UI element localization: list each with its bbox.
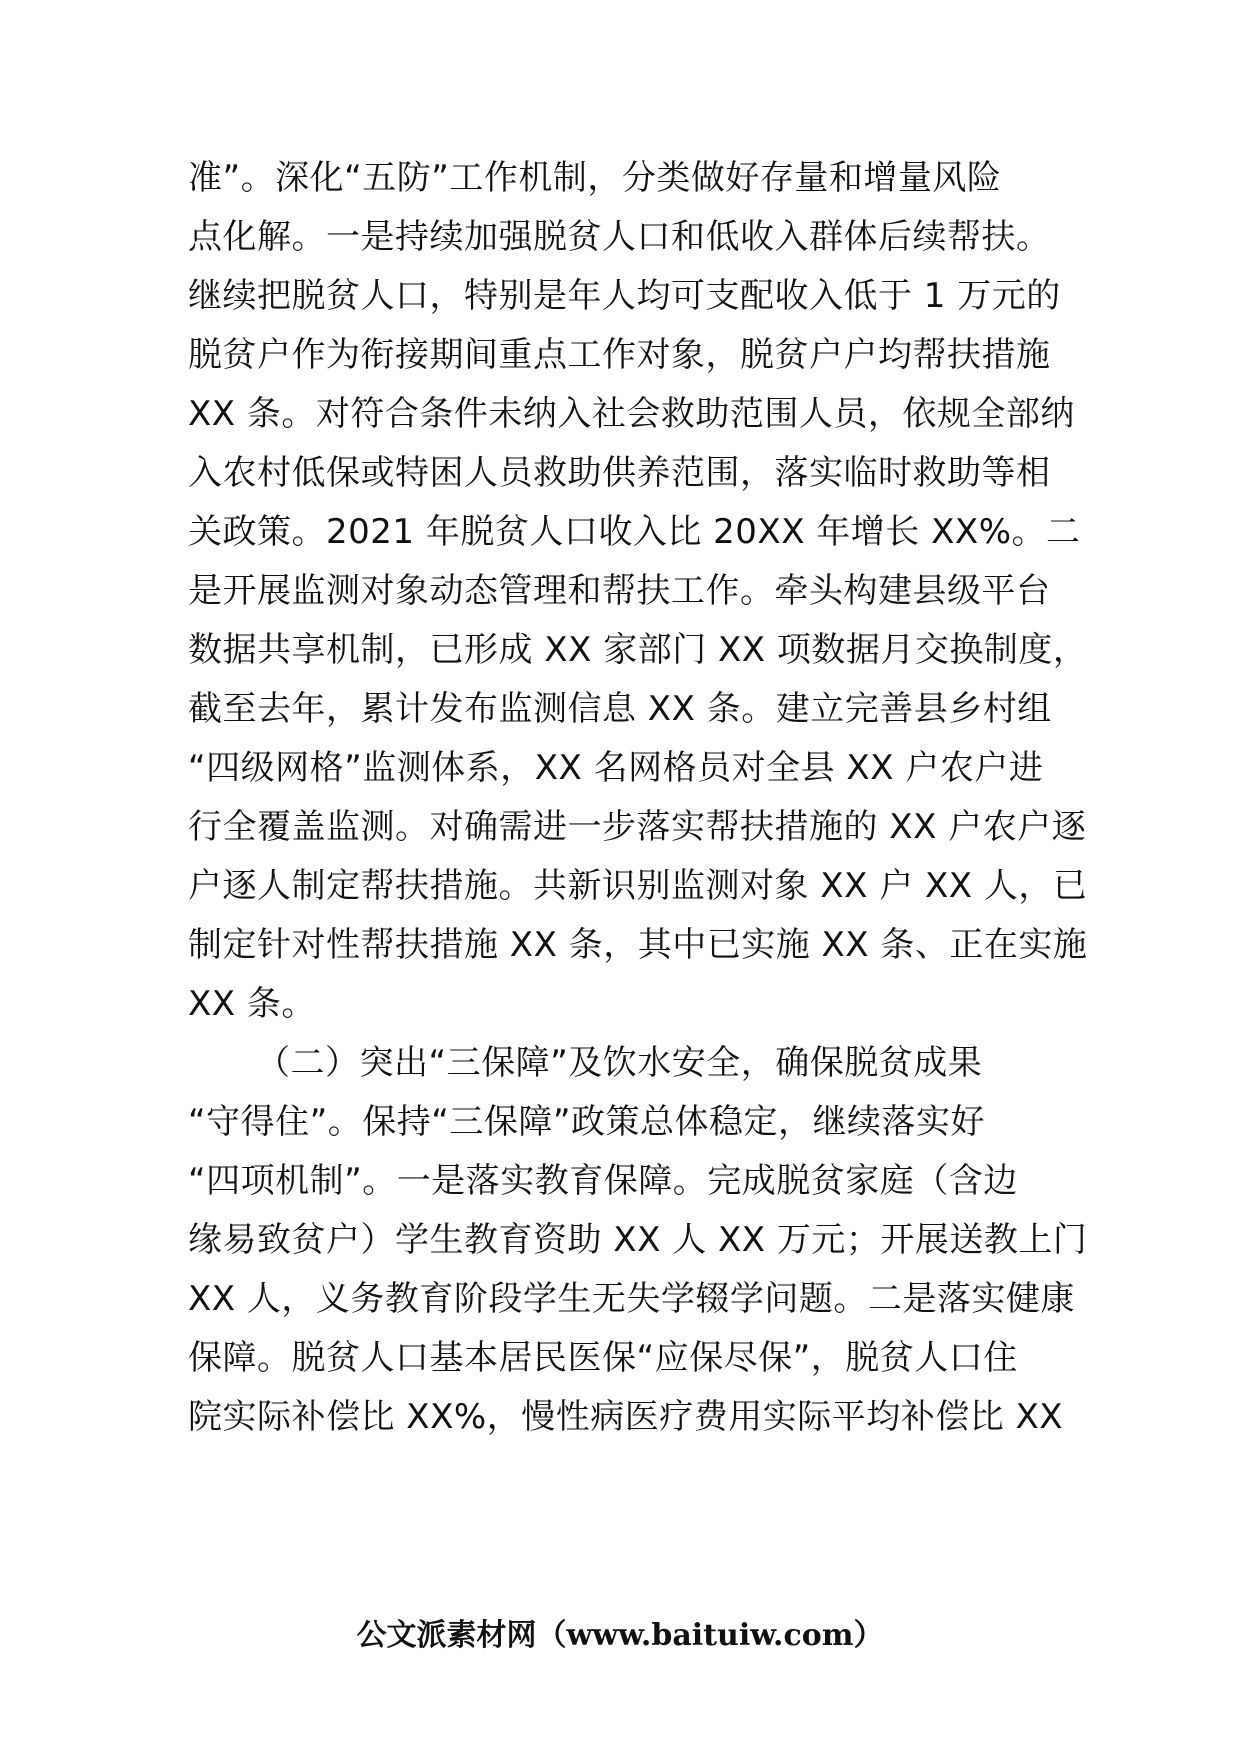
text-line: XX 条。对符合条件未纳入社会救助范围人员，依规全部纳	[188, 394, 1075, 434]
text-line: 脱贫户作为衔接期间重点工作对象，脱贫户户均帮扶措施	[188, 335, 1051, 375]
text-line: XX 人，义务教育阶段学生无失学辍学问题。二是落实健康	[188, 1279, 1075, 1319]
text-line: 点化解。一是持续加强脱贫人口和低收入群体后续帮扶。	[188, 217, 1051, 257]
text-line: 准”。深化“五防”工作机制，分类做好存量和增量风险	[188, 158, 1002, 198]
text-line: 入农村低保或特困人员救助供养范围，落实临时救助等相	[188, 453, 1051, 493]
text-line: 截至去年，累计发布监测信息 XX 条。建立完善县乡村组	[188, 689, 1052, 729]
text-line: 缘易致贫户）学生教育资助 XX 人 XX 万元；开展送教上门	[188, 1220, 1088, 1260]
text-line: 院实际补偿比 XX%，慢性病医疗费用实际平均补偿比 XX	[188, 1397, 1064, 1437]
text-line: 继续把脱贫人口，特别是年人均可支配收入低于 1 万元的	[188, 276, 1061, 316]
text-line: 数据共享机制，已形成 XX 家部门 XX 项数据月交换制度，	[188, 630, 1088, 670]
text-line: 关政策。2021 年脱贫人口收入比 20XX 年增长 XX%。二	[188, 512, 1081, 552]
section-heading: （二）突出“三保障”及饮水安全，确保脱贫成果	[256, 1043, 983, 1083]
text-line: 行全覆盖监测。对确需进一步落实帮扶措施的 XX 户农户逐	[188, 807, 1087, 847]
text-line: 户逐人制定帮扶措施。共新识别监测对象 XX 户 XX 人，已	[188, 866, 1088, 906]
text-line: 是开展监测对象动态管理和帮扶工作。牵头构建县级平台	[188, 571, 1051, 611]
footer-watermark: 公文派素材网（www.baituiw.com）	[356, 1618, 884, 1653]
text-line: “四级网格”监测体系，XX 名网格员对全县 XX 户农户进	[188, 748, 1044, 788]
text-line: “守得住”。保持“三保障”政策总体稳定，继续落实好	[188, 1102, 985, 1142]
text-line: 制定针对性帮扶措施 XX 条，其中已实施 XX 条、正在实施	[188, 925, 1088, 965]
text-line: “四项机制”。一是落实教育保障。完成脱贫家庭（含边	[188, 1161, 1018, 1201]
text-line: 保障。脱贫人口基本居民医保“应保尽保”，脱贫人口住	[188, 1338, 1018, 1378]
text-line: XX 条。	[188, 984, 316, 1024]
